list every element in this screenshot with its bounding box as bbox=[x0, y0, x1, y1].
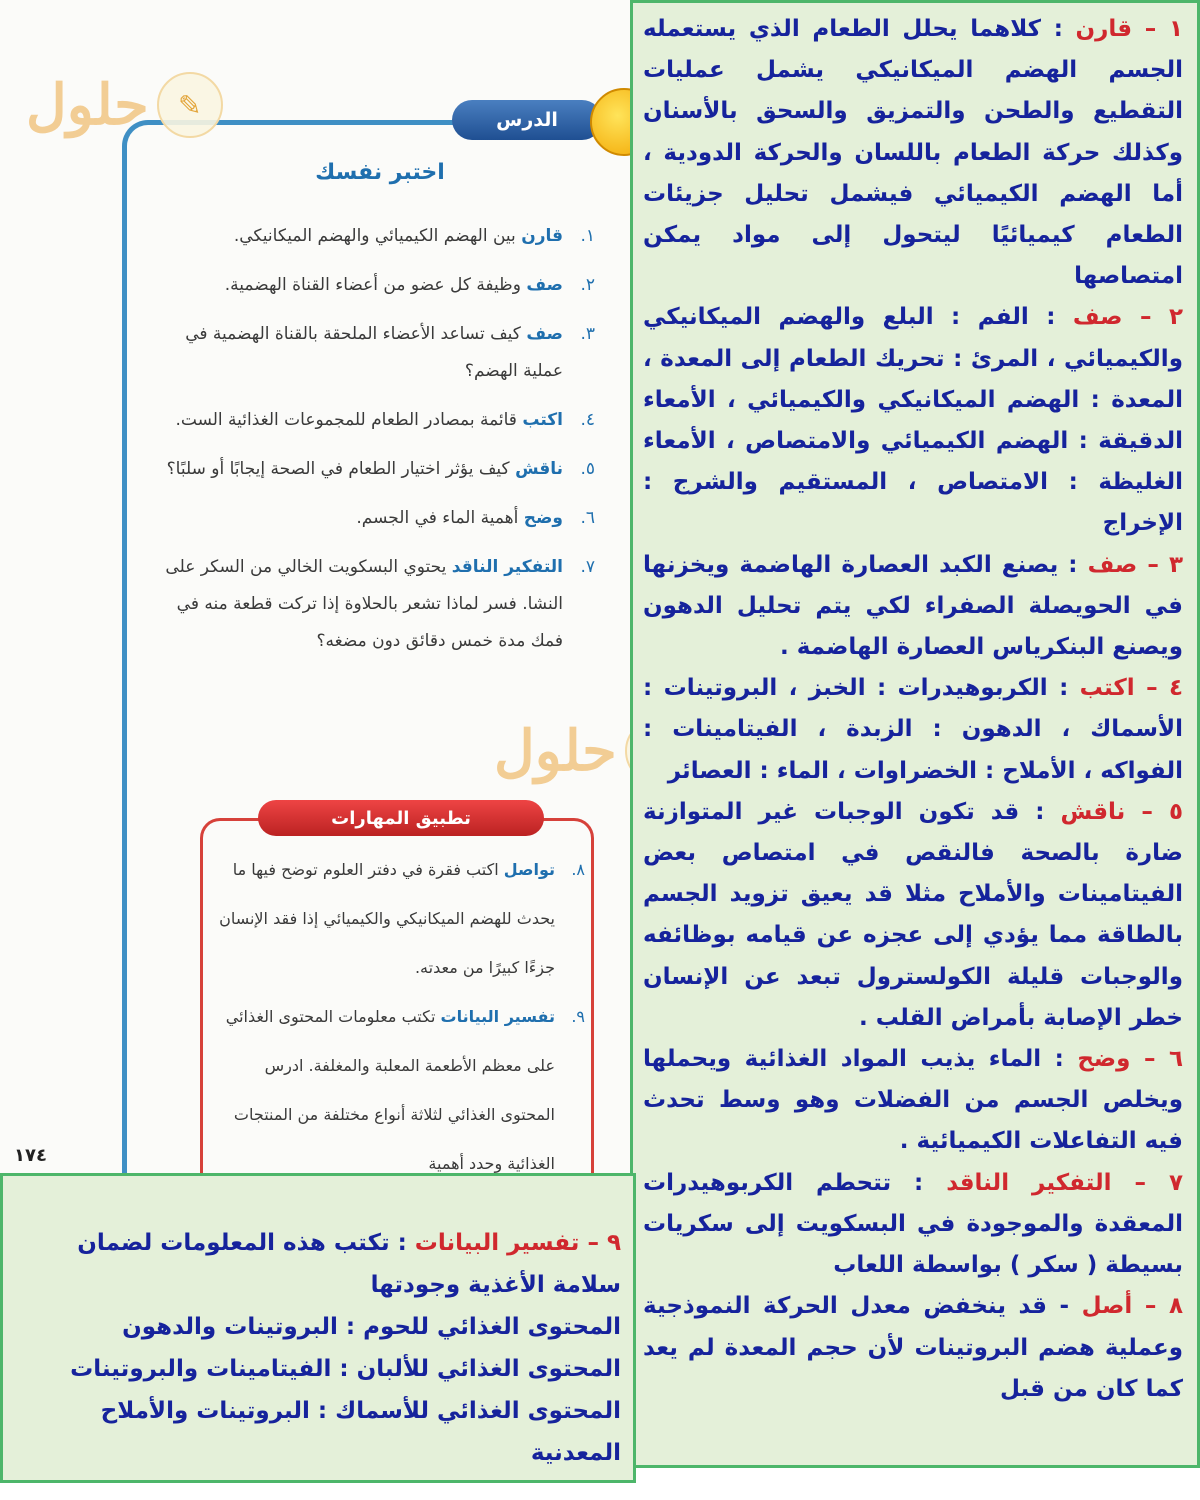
answer-item: ٥ – ناقش : قد تكون الوجبات غير المتوازنة ضارة بالصحة فالنقص في امتصاص بعض الفيتامينات والأملاح مثلا قد يعيق تزويد الجسم بالطاقة مما يؤدي إلى عجزه عن قيامه بوظائفه والوجبات قليلة الكولسترول تبعد عن الإنسان خطر الإصابة بأمراض القلب . bbox=[643, 798, 1183, 1031]
answer-item: ٣ – صف : يصنع الكبد العصارة الهاضمة ويخزنها في الحويصلة الصفراء لكي يتم تحليل الدهون ويصنع البنكرياس العصارة الهاضمة . bbox=[643, 551, 1183, 661]
answer-line: المحتوى الغذائي للألبان : الفيتامينات والبروتينات bbox=[70, 1356, 621, 1382]
self-test-questions bbox=[150, 218, 595, 672]
list-item: ٣. صف كيف تساعد الأعضاء الملحقة بالقناة الهضمية في عملية الهضم؟ bbox=[185, 324, 595, 381]
answer-item: ٦ – وضح : الماء يذيب المواد الغذائية ويحملها ويخلص الجسم من الفضلات وهو وسط تحدث فيه التفاعلات الكيميائية . bbox=[643, 1046, 1183, 1155]
watermark-top bbox=[26, 72, 223, 138]
lesson-tab: الدرس bbox=[452, 100, 602, 140]
answer-item: ١ – قارن : كلاهما يحلل الطعام الذي يستعمله الجسم الهضم الميكانيكي يشمل عمليات التقطيع والطحن والتمزيق والسحق بالأسنان وكذلك حركة الطعام باللسان والحركة الدودية ، أما الهضم الكيميائي فيشمل تحليل جزيئات الطعام كيميائيًا ليتحول إلى مواد يمكن امتصاصها bbox=[643, 16, 1183, 290]
list-item: ٨. تواصل اكتب فقرة في دفتر العلوم توضح فيها ما يحدث للهضم الميكانيكي والكيميائي إذا فقد الإنسان جزءًا كبيرًا من معدته. bbox=[219, 860, 585, 977]
watermark-text: حلول bbox=[494, 718, 617, 784]
list-item: ١. قارن بين الهضم الكيميائي والهضم الميكانيكي. bbox=[233, 226, 595, 246]
list-item: ٤. اكتب قائمة بمصادر الطعام للمجموعات الغذائية الست. bbox=[175, 410, 595, 430]
answer-9-panel bbox=[0, 1173, 636, 1483]
answer-item: ٢ – صف : الفم : البلع والهضم الميكانيكي والكيميائي ، المرئ : تحريك الطعام إلى المعدة ، المعدة : الهضم الميكانيكي والكيميائي ، الأمعاء الدقيقة : الهضم الكيميائي والامتصاص ، الأمعاء الغليظة : الامتصاص ، المستقيم والشرج : الإخراج bbox=[643, 304, 1183, 537]
answer-item: ٤ – اكتب : الكربوهيدرات : الخبز ، البروتينات : الأسماك ، الدهون : الزبدة ، الفيتامينات : الفواكه ، الأملاح : الخضراوات ، الماء : العصائر bbox=[643, 675, 1184, 784]
answer-item: ٧ – التفكير الناقد : تتحطم الكربوهيدرات المعقدة والموجودة في البسكويت إلى سكريات بسيطة ( سكر ) بواسطة اللعاب bbox=[643, 1169, 1184, 1279]
answer-item: ٨ – أصل - قد ينخفض معدل الحركة النموذجية وعملية هضم البروتينات لأن حجم المعدة لم يعد كما كان من قبل bbox=[643, 1293, 1183, 1402]
skills-questions bbox=[210, 845, 585, 1188]
answer-line: المحتوى الغذائي للحوم : البروتينات والدهون bbox=[122, 1314, 621, 1340]
list-item: ٧. التفكير الناقد يحتوي البسكويت الخالي من السكر على النشا. فسر لماذا تشعر بالحلاوة إذا تركت قطعة منه في فمك مدة خمس دقائق دون مضغه؟ bbox=[165, 557, 595, 651]
list-item: ٦. وضح أهمية الماء في الجسم. bbox=[356, 508, 595, 528]
answers-panel bbox=[630, 0, 1200, 1468]
watermark-text: حلول bbox=[26, 72, 149, 138]
watermark-logo-icon: ✎ bbox=[157, 72, 223, 138]
list-item: ٢. صف وظيفة كل عضو من أعضاء القناة الهضمية. bbox=[224, 275, 595, 295]
list-item: ٩. تفسير البيانات تكتب معلومات المحتوى الغذائي على معظم الأطعمة المعلبة والمغلفة. ادرس المحتوى الغذائي لثلاثة أنواع مختلفة من المنتجات الغذائية وحدد أهمية bbox=[225, 1007, 585, 1173]
self-test-title: اختبر نفسك bbox=[315, 160, 445, 185]
answer-item: ٩ – تفسير البيانات : تكتب هذه المعلومات لضمان سلامة الأغذية وجودتها bbox=[77, 1230, 621, 1298]
answer-line: المحتوى الغذائي للأسماك : البروتينات والأملاح المعدنية bbox=[100, 1398, 621, 1466]
textbook-page bbox=[0, 0, 630, 1175]
page-number: ١٧٤ bbox=[14, 1145, 47, 1166]
list-item: ٥. ناقش كيف يؤثر اختيار الطعام في الصحة إيجابًا أو سلبًا؟ bbox=[166, 459, 595, 479]
skills-title: تطبيق المهارات bbox=[258, 800, 544, 836]
